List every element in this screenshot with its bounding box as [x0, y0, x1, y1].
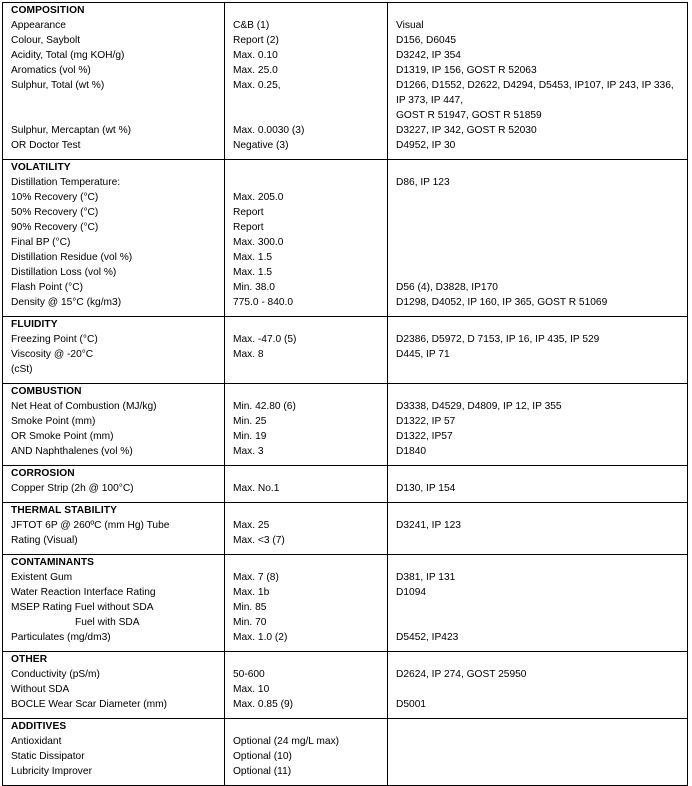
requirement-cell: Min. 25 [225, 414, 388, 429]
requirement-cell: Report [225, 220, 388, 235]
property-cell: (cSt) [3, 362, 225, 377]
requirement-cell: 50-600 [225, 667, 388, 682]
spec-row [3, 347, 688, 362]
requirement-cell: Max. <3 (7) [225, 533, 388, 548]
spacer-cell [388, 779, 688, 786]
property-cell: Copper Strip (2h @ 100°C) [3, 481, 225, 496]
section-header-row [3, 466, 688, 482]
property-cell: Static Dissipator [3, 749, 225, 764]
section-header-row [3, 317, 688, 333]
section-header-empty-cell [225, 503, 388, 519]
section-header-empty-cell [388, 652, 688, 668]
section-title: COMPOSITION [3, 3, 225, 19]
property-cell: MSEP Rating Fuel without SDA [3, 600, 225, 615]
spec-row [3, 533, 688, 548]
requirement-cell: Max. 1b [225, 585, 388, 600]
spec-row [3, 235, 688, 250]
requirement-cell [225, 362, 388, 377]
spec-row [3, 63, 688, 78]
requirement-cell: Report (2) [225, 33, 388, 48]
section-title: COMBUSTION [3, 384, 225, 400]
spec-row [3, 481, 688, 496]
test-method-cell: D1319, IP 156, GOST R 52063 [388, 63, 688, 78]
spec-row [3, 48, 688, 63]
section-header-empty-cell [388, 317, 688, 333]
spec-row [3, 108, 688, 123]
section-header-row [3, 384, 688, 400]
section-header-empty-cell [225, 160, 388, 176]
requirement-cell: Optional (24 mg/L max) [225, 734, 388, 749]
section-title: THERMAL STABILITY [3, 503, 225, 519]
property-cell: Distillation Residue (vol %) [3, 250, 225, 265]
property-cell: Final BP (°C) [3, 235, 225, 250]
requirement-cell: Max. -47.0 (5) [225, 332, 388, 347]
test-method-cell [388, 250, 688, 265]
section-title: OTHER [3, 652, 225, 668]
requirement-cell: Max. 0.25, [225, 78, 388, 108]
property-cell: Colour, Saybolt [3, 33, 225, 48]
property-cell: Lubricity Improver [3, 764, 225, 779]
section-header-empty-cell [388, 3, 688, 19]
property-cell: JFTOT 6P @ 260ºC (mm Hg) Tube [3, 518, 225, 533]
section-title: CORROSION [3, 466, 225, 482]
spec-row [3, 220, 688, 235]
requirement-cell: Max. 1.0 (2) [225, 630, 388, 645]
spec-row [3, 444, 688, 459]
spec-row [3, 205, 688, 220]
spec-row [3, 697, 688, 712]
section-header-empty-cell [225, 3, 388, 19]
section-header-empty-cell [225, 384, 388, 400]
requirement-cell: Min. 19 [225, 429, 388, 444]
requirement-cell: C&B (1) [225, 18, 388, 33]
requirement-cell: Max. No.1 [225, 481, 388, 496]
test-method-cell: D1094 [388, 585, 688, 600]
section-header-empty-cell [388, 503, 688, 519]
test-method-cell: D445, IP 71 [388, 347, 688, 362]
property-cell: Rating (Visual) [3, 533, 225, 548]
spec-row [3, 570, 688, 585]
spec-row [3, 33, 688, 48]
test-method-cell: D2624, IP 274, GOST 25950 [388, 667, 688, 682]
test-method-cell [388, 749, 688, 764]
requirement-cell: Max. 300.0 [225, 235, 388, 250]
spec-row [3, 362, 688, 377]
property-cell: Density @ 15°C (kg/m3) [3, 295, 225, 310]
section-header-row [3, 160, 688, 176]
spec-row [3, 18, 688, 33]
requirement-cell: 775.0 - 840.0 [225, 295, 388, 310]
section-header-empty-cell [388, 719, 688, 735]
property-cell: Fuel with SDA [3, 615, 225, 630]
property-cell: AND Naphthalenes (vol %) [3, 444, 225, 459]
test-method-cell [388, 205, 688, 220]
spec-row [3, 630, 688, 645]
section-header-empty-cell [388, 555, 688, 571]
property-cell: BOCLE Wear Scar Diameter (mm) [3, 697, 225, 712]
test-method-cell [388, 265, 688, 280]
spec-row [3, 667, 688, 682]
spec-row [3, 682, 688, 697]
section-header-row [3, 555, 688, 571]
spec-row [3, 518, 688, 533]
section-header-empty-cell [225, 652, 388, 668]
test-method-cell: Visual [388, 18, 688, 33]
requirement-cell: Max. 0.85 (9) [225, 697, 388, 712]
test-method-cell: D4952, IP 30 [388, 138, 688, 153]
requirement-cell: Min. 85 [225, 600, 388, 615]
spec-row [3, 734, 688, 749]
section-title: ADDITIVES [3, 719, 225, 735]
spec-row [3, 295, 688, 310]
property-cell: Smoke Point (mm) [3, 414, 225, 429]
requirement-cell: Max. 25.0 [225, 63, 388, 78]
spec-row [3, 280, 688, 295]
property-cell: Flash Point (°C) [3, 280, 225, 295]
requirement-cell: Max. 10 [225, 682, 388, 697]
spec-row [3, 414, 688, 429]
test-method-cell [388, 220, 688, 235]
requirement-cell: Min. 42.80 (6) [225, 399, 388, 414]
test-method-cell [388, 682, 688, 697]
property-cell: 90% Recovery (°C) [3, 220, 225, 235]
section-header-empty-cell [225, 466, 388, 482]
test-method-cell [388, 533, 688, 548]
spec-row [3, 764, 688, 779]
property-cell: Distillation Temperature: [3, 175, 225, 190]
section-header-row [3, 503, 688, 519]
requirement-cell [225, 175, 388, 190]
spec-row [3, 175, 688, 190]
section-spacer [3, 779, 688, 786]
property-cell: Appearance [3, 18, 225, 33]
property-cell: 50% Recovery (°C) [3, 205, 225, 220]
fuel-specification-table [2, 2, 688, 786]
requirement-cell: Max. 1.5 [225, 250, 388, 265]
property-cell: Water Reaction Interface Rating [3, 585, 225, 600]
test-method-cell [388, 764, 688, 779]
test-method-cell [388, 235, 688, 250]
property-cell: Viscosity @ -20°C [3, 347, 225, 362]
test-method-cell: D86, IP 123 [388, 175, 688, 190]
test-method-cell: D1322, IP 57 [388, 414, 688, 429]
test-method-cell: D1298, D4052, IP 160, IP 365, GOST R 51069 [388, 295, 688, 310]
section-header-empty-cell [388, 466, 688, 482]
requirement-cell [225, 108, 388, 123]
spacer-cell [225, 779, 388, 786]
spacer-cell [3, 779, 225, 786]
test-method-cell [388, 362, 688, 377]
requirement-cell: Max. 1.5 [225, 265, 388, 280]
spec-row [3, 123, 688, 138]
spec-row [3, 399, 688, 414]
property-cell: Without SDA [3, 682, 225, 697]
test-method-cell: D3242, IP 354 [388, 48, 688, 63]
spec-row [3, 190, 688, 205]
requirement-cell: Min. 70 [225, 615, 388, 630]
spec-row [3, 749, 688, 764]
spec-row [3, 138, 688, 153]
spec-row [3, 429, 688, 444]
section-title: FLUIDITY [3, 317, 225, 333]
test-method-cell: D3338, D4529, D4809, IP 12, IP 355 [388, 399, 688, 414]
test-method-cell [388, 190, 688, 205]
test-method-cell: GOST R 51947, GOST R 51859 [388, 108, 688, 123]
property-cell: Particulates (mg/dm3) [3, 630, 225, 645]
spec-row [3, 250, 688, 265]
test-method-cell [388, 734, 688, 749]
requirement-cell: Max. 205.0 [225, 190, 388, 205]
requirement-cell: Optional (10) [225, 749, 388, 764]
section-header-empty-cell [388, 160, 688, 176]
requirement-cell: Max. 0.10 [225, 48, 388, 63]
property-cell: Existent Gum [3, 570, 225, 585]
test-method-cell [388, 600, 688, 615]
property-cell: Aromatics (vol %) [3, 63, 225, 78]
section-header-row [3, 3, 688, 19]
spec-row [3, 585, 688, 600]
property-cell: Net Heat of Combustion (MJ/kg) [3, 399, 225, 414]
property-cell: 10% Recovery (°C) [3, 190, 225, 205]
property-cell: Acidity, Total (mg KOH/g) [3, 48, 225, 63]
test-method-cell: D56 (4), D3828, IP170 [388, 280, 688, 295]
test-method-cell: D3227, IP 342, GOST R 52030 [388, 123, 688, 138]
property-cell: Distillation Loss (vol %) [3, 265, 225, 280]
requirement-cell: Min. 38.0 [225, 280, 388, 295]
property-cell: Freezing Point (°C) [3, 332, 225, 347]
requirement-cell: Max. 3 [225, 444, 388, 459]
section-header-empty-cell [225, 719, 388, 735]
requirement-cell: Max. 7 (8) [225, 570, 388, 585]
spec-row [3, 600, 688, 615]
section-header-row [3, 719, 688, 735]
requirement-cell: Max. 8 [225, 347, 388, 362]
test-method-cell: D1322, IP57 [388, 429, 688, 444]
spec-row [3, 265, 688, 280]
test-method-cell: D3241, IP 123 [388, 518, 688, 533]
property-cell: Sulphur, Mercaptan (wt %) [3, 123, 225, 138]
requirement-cell: Report [225, 205, 388, 220]
property-cell: Sulphur, Total (wt %) [3, 78, 225, 108]
test-method-cell: D5001 [388, 697, 688, 712]
requirement-cell: Negative (3) [225, 138, 388, 153]
test-method-cell: D1266, D1552, D2622, D4294, D5453, IP107, IP 243, IP 336, IP 373, IP 447, [388, 78, 688, 108]
test-method-cell: D2386, D5972, D 7153, IP 16, IP 435, IP 529 [388, 332, 688, 347]
requirement-cell: Max. 25 [225, 518, 388, 533]
requirement-cell: Optional (11) [225, 764, 388, 779]
property-cell: OR Smoke Point (mm) [3, 429, 225, 444]
test-method-cell: D381, IP 131 [388, 570, 688, 585]
spec-row [3, 78, 688, 108]
property-cell: Conductivity (pS/m) [3, 667, 225, 682]
property-cell: OR Doctor Test [3, 138, 225, 153]
property-cell [3, 108, 225, 123]
test-method-cell: D156, D6045 [388, 33, 688, 48]
test-method-cell: D1840 [388, 444, 688, 459]
section-header-row [3, 652, 688, 668]
test-method-cell: D130, IP 154 [388, 481, 688, 496]
section-title: CONTAMINANTS [3, 555, 225, 571]
section-title: VOLATILITY [3, 160, 225, 176]
requirement-cell: Max. 0.0030 (3) [225, 123, 388, 138]
section-header-empty-cell [225, 317, 388, 333]
test-method-cell: D5452, IP423 [388, 630, 688, 645]
spec-row [3, 615, 688, 630]
fuel-specification-body [3, 3, 688, 786]
test-method-cell [388, 615, 688, 630]
section-header-empty-cell [225, 555, 388, 571]
property-cell: Antioxidant [3, 734, 225, 749]
spec-row [3, 332, 688, 347]
section-header-empty-cell [388, 384, 688, 400]
